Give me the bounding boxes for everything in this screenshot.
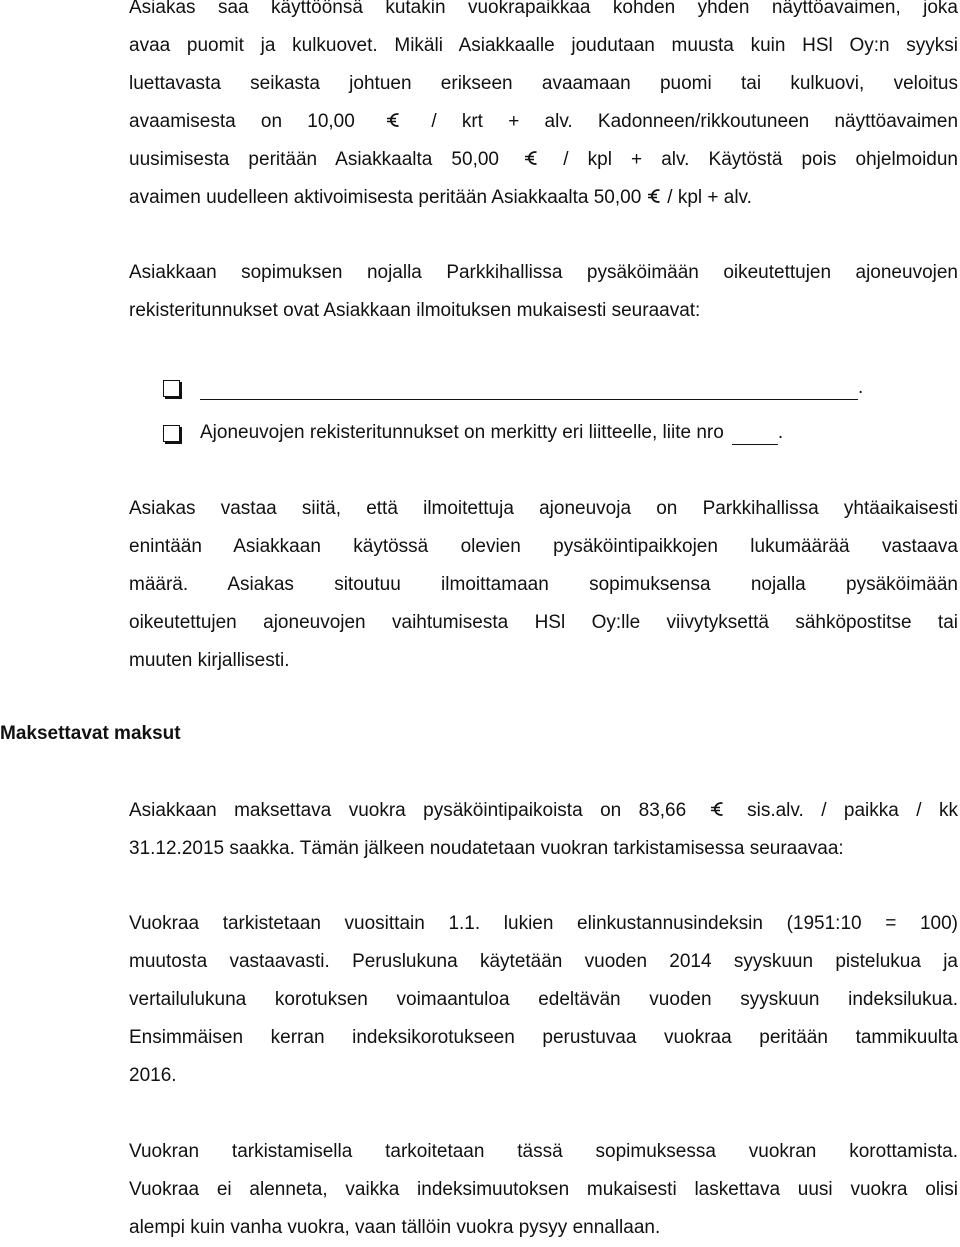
checklist-item-registration [163,370,863,406]
checkbox-icon[interactable] [163,425,180,442]
text-line: Vuokraa tarkistetaan vuosittain 1.1. lukien elinkustannusindeksin (1951:10 = 100) [129,913,958,934]
text-line: rekisteritunnukset ovat Asiakkaan ilmoituksen mukaisesti seuraavat: [129,300,701,321]
text-line: luettavasta seikasta johtuen erikseen avaamaan puomi tai kulkuovi, veloitus [129,73,958,94]
text-line: 31.12.2015 saakka. Tämän jälkeen noudatetaan vuokran tarkistamisessa seuraavaa: [129,838,844,859]
text-fragment: / krt + alv. Kadonneen/rikkoutuneen näyttöavaimen [431,111,959,132]
text-line: Ensimmäisen kerran indeksikorotukseen perustuvaa vuokraa peritään tammikuulta [129,1027,958,1048]
euro-icon [524,149,538,167]
paragraph-rent [129,792,958,868]
text-line: Vuokran tarkistamisella tarkoitetaan tässä sopimuksessa vuokran korottamista. [129,1141,958,1162]
text-line: avaa puomit ja kulkuovet. Mikäli Asiakkaalle joudutaan muusta kuin HSl Oy:n syyksi [129,35,958,56]
text-line [129,792,958,830]
text-line: Vuokraa ei alenneta, vaikka indeksimuutoksen mukaisesti laskettava uusi vuokra olisi [129,1179,958,1200]
checkbox-icon[interactable] [163,380,180,397]
checklist-item-attachment [163,415,783,451]
text-line: enintään Asiakkaan käytössä olevien pysäköintipaikkojen lukumäärää vastaava [129,536,958,557]
text-line: muutosta vastaavasti. Peruslukuna käytetään vuoden 2014 syyskuun pistelukua ja [129,951,958,972]
text-line: Asiakas vastaa siitä, että ilmoitettuja ajoneuvoja on Parkkihallissa yhtäaikaisesti [129,498,958,519]
text-line: muuten kirjallisesti. [129,650,290,671]
paragraph-key-fees [129,0,958,217]
text-line: vertailulukuna korotuksen voimaantuloa edeltävän vuoden syyskuun indeksilukua. [129,989,958,1010]
section-heading: Maksettavat maksut [0,723,181,744]
text-line: alempi kuin vanha vuokra, vaan tällöin vuokra pysyy ennallaan. [129,1217,661,1238]
registration-blank-field[interactable] [200,377,858,400]
euro-icon [386,111,400,129]
text-line: oikeutettujen ajoneuvojen vaihtumisesta HSl Oy:lle viivytyksettä sähköpostitse tai [129,612,958,633]
paragraph-review-meaning [129,1133,958,1247]
text-fragment: avaamisesta on 10,00 [129,111,355,132]
text-line: Asiakkaan sopimuksen nojalla Parkkihallissa pysäköimään oikeutettujen ajoneuvojen [129,262,958,283]
text-fragment: uusimisesta peritään Asiakkaalta 50,00 [129,149,499,170]
text-fragment: Asiakkaan maksettava vuokra pysäköintipaikoista on 83,66 [129,800,687,821]
paragraph-registrations [129,254,958,330]
euro-icon [647,187,661,205]
text-fragment: avaimen uudelleen aktivoimisesta peritään Asiakkaalta 50,00 [129,187,642,208]
paragraph-rent-review [129,905,958,1095]
text-fragment: / kpl + alv. [667,187,752,208]
text-line [129,141,958,179]
checklist-label: Ajoneuvojen rekisteritunnukset on merkitty eri liitteelle, liite nro [200,422,724,443]
paragraph-vehicle-limits [129,490,958,680]
text-line: määrä. Asiakas sitoutuu ilmoittamaan sopimuksensa nojalla pysäköimään [129,574,958,595]
euro-icon [710,800,724,818]
text-line [129,179,958,217]
text-fragment: / kpl + alv. Käytöstä pois ohjelmoidun [563,149,958,170]
text-line [129,103,958,141]
text-line: 2016. [129,1065,177,1086]
text-line: Asiakas saa käyttöönsä kutakin vuokrapaikkaa kohden yhden näyttöavaimen, joka [129,0,958,18]
text-fragment: sis.alv. / paikka / kk [747,800,959,821]
text-fragment: . [777,422,784,443]
attachment-number-blank-field[interactable] [732,422,778,445]
text-fragment: . [858,377,864,398]
